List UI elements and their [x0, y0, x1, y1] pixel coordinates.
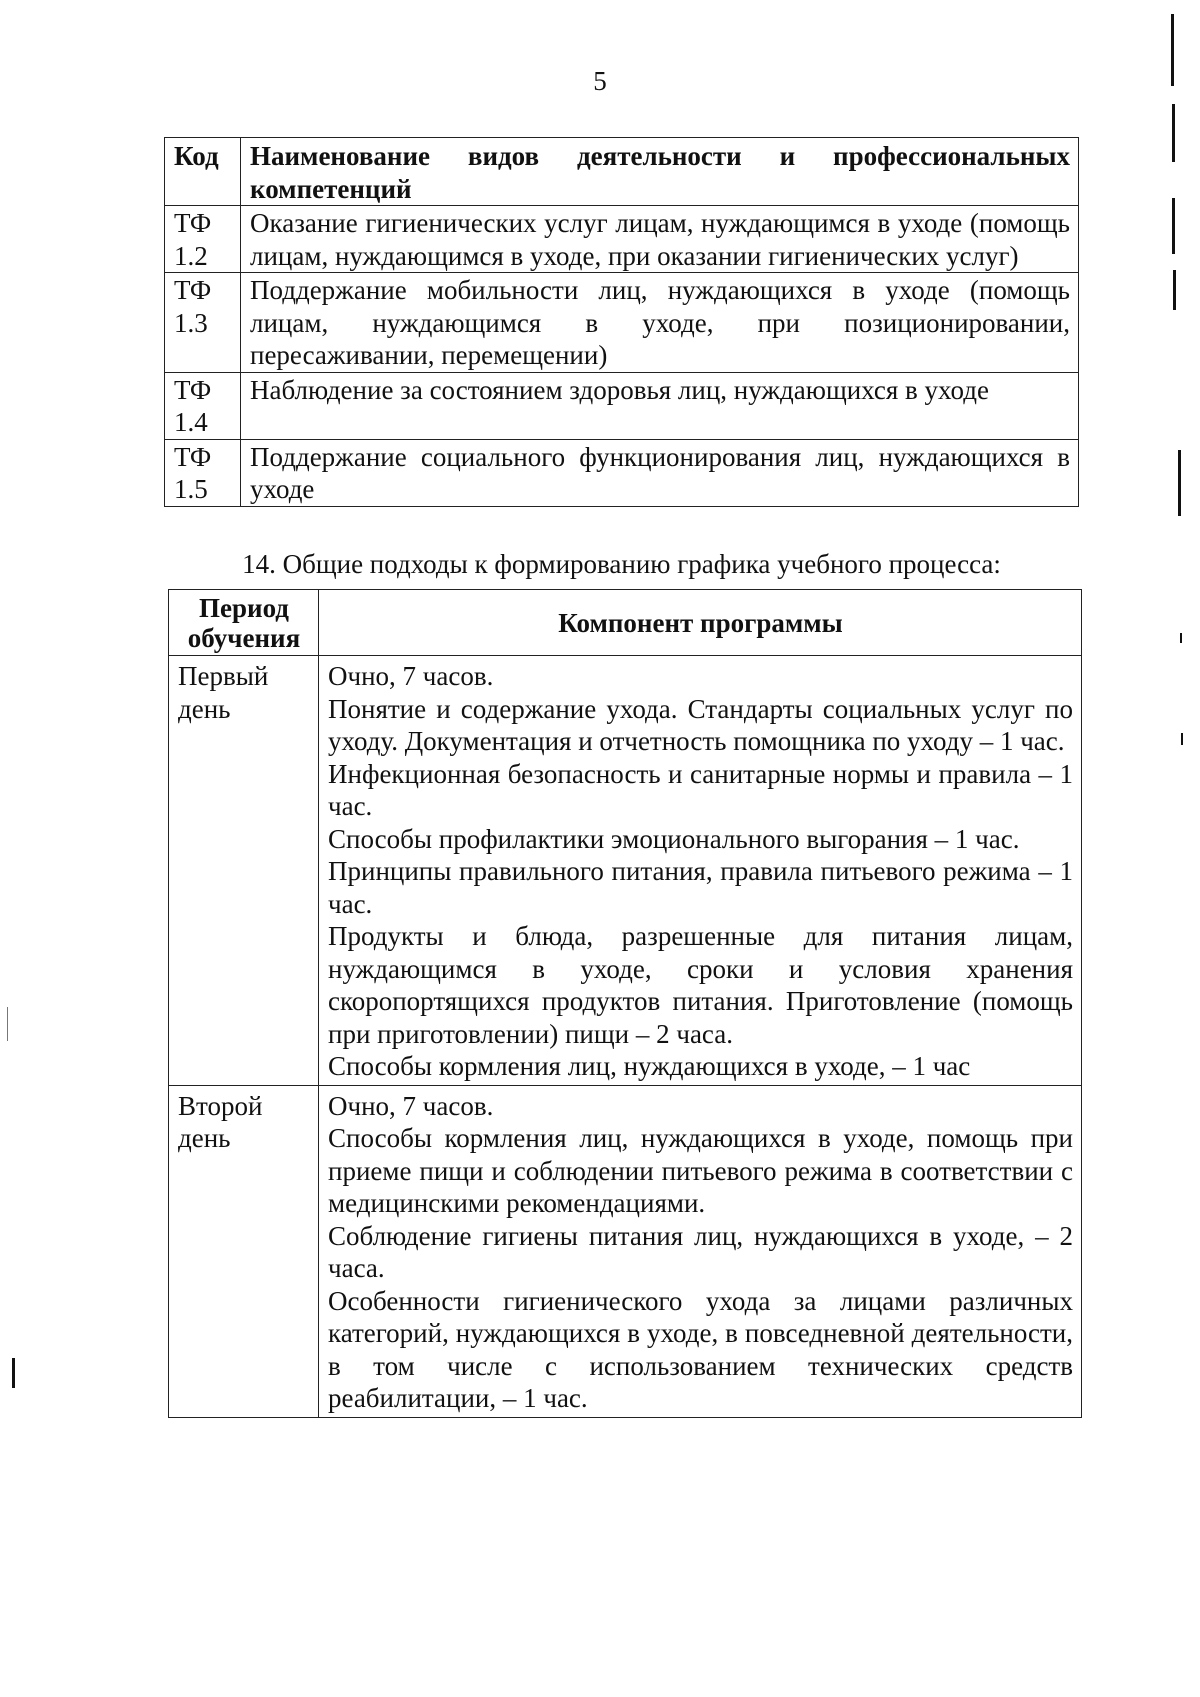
scan-artifact-line: [1172, 104, 1175, 162]
component-column-header: Компонент программы: [319, 590, 1082, 656]
table-row: [165, 206, 1079, 273]
scan-artifact-line: [1178, 450, 1181, 516]
table-row: [165, 372, 1079, 439]
table-row: [169, 1085, 1082, 1417]
page-number: 5: [593, 66, 607, 96]
competencies-table: [164, 137, 1079, 507]
competency-code: ТФ 1.5: [165, 439, 241, 506]
component-item: Очно, 7 часов.: [328, 661, 494, 691]
competency-name: Наблюдение за состоянием здоровья лиц, нуждающихся в уходе: [241, 372, 1079, 439]
name-column-header: Наименование видов деятельности и профессиональных компетенций: [241, 138, 1079, 206]
competency-code: ТФ 1.4: [165, 372, 241, 439]
component-item: Способы профилактики эмоционального выгорания – 1 час.: [328, 823, 1020, 854]
scan-artifact-line: [1173, 270, 1176, 310]
competency-code: ТФ 1.3: [165, 273, 241, 373]
component-item: Очно, 7 часов.: [328, 1090, 494, 1121]
table-row: [165, 273, 1079, 373]
competency-name: Поддержание мобильности лиц, нуждающихся в уходе (помощь лицам, нуждающимся в уходе, при позиционировании, пересаживании, перемещении): [241, 273, 1079, 373]
scan-artifact-line: [7, 1007, 8, 1041]
period-column-header: Период обучения: [169, 590, 319, 656]
component-item: Инфекционная безопасность и санитарные нормы и правила – 1 час.: [328, 758, 1073, 821]
table-row: [165, 439, 1079, 506]
component-item: Соблюдение гигиены питания лиц, нуждающихся в уходе, – 2 часа.: [328, 1220, 1073, 1283]
component-item: Особенности гигиенического ухода за лицами различных категорий, нуждающихся в уходе, в повседневной деятельности, в том числе с использованием технических средств реабилитации, – 1 час.: [328, 1285, 1073, 1413]
component-item: Продукты и блюда, разрешенные для питания лицам, нуждающимся в уходе, сроки и условия хранения скоропортящихся продуктов питания. Приготовление (помощь при приготовлении) пищи – 2 часа.: [328, 921, 1073, 1049]
code-column-header: Код: [165, 138, 241, 206]
scan-artifact-line: [1180, 633, 1182, 643]
table-header-row: [165, 138, 1079, 206]
competency-code: ТФ 1.2: [165, 206, 241, 273]
table-row: [169, 656, 1082, 1086]
scan-artifact-line: [1181, 733, 1183, 745]
schedule-table: [168, 589, 1082, 1418]
table-header-row: [169, 590, 1082, 656]
component-cell: [319, 1085, 1082, 1417]
scan-artifact-line: [12, 1358, 15, 1388]
scan-artifact-line: [1172, 198, 1175, 254]
component-item: Принципы правильного питания, правила питьевого режима – 1 час.: [328, 856, 1073, 919]
period-cell: Первый день: [169, 656, 319, 1086]
component-item: Понятие и содержание ухода. Стандарты социальных услуг по уходу. Документация и отчетность помощника по уходу – 1 час.: [328, 693, 1073, 756]
section-heading: 14. Общие подходы к формированию графика учебного процесса:: [242, 549, 1001, 579]
component-item: Способы кормления лиц, нуждающихся в уходе, помощь при приеме пищи и соблюдении питьевого режима в соответствии с медицинскими рекомендациями.: [328, 1123, 1073, 1218]
component-cell: [319, 656, 1082, 1086]
competency-name: Оказание гигиенических услуг лицам, нуждающимся в уходе (помощь лицам, нуждающимся в уходе, при оказании гигиенических услуг): [241, 206, 1079, 273]
competency-name: Поддержание социального функционирования лиц, нуждающихся в уходе: [241, 439, 1079, 506]
component-item: Способы кормления лиц, нуждающихся в уходе, – 1 час: [328, 1051, 971, 1081]
period-cell: Второй день: [169, 1085, 319, 1417]
